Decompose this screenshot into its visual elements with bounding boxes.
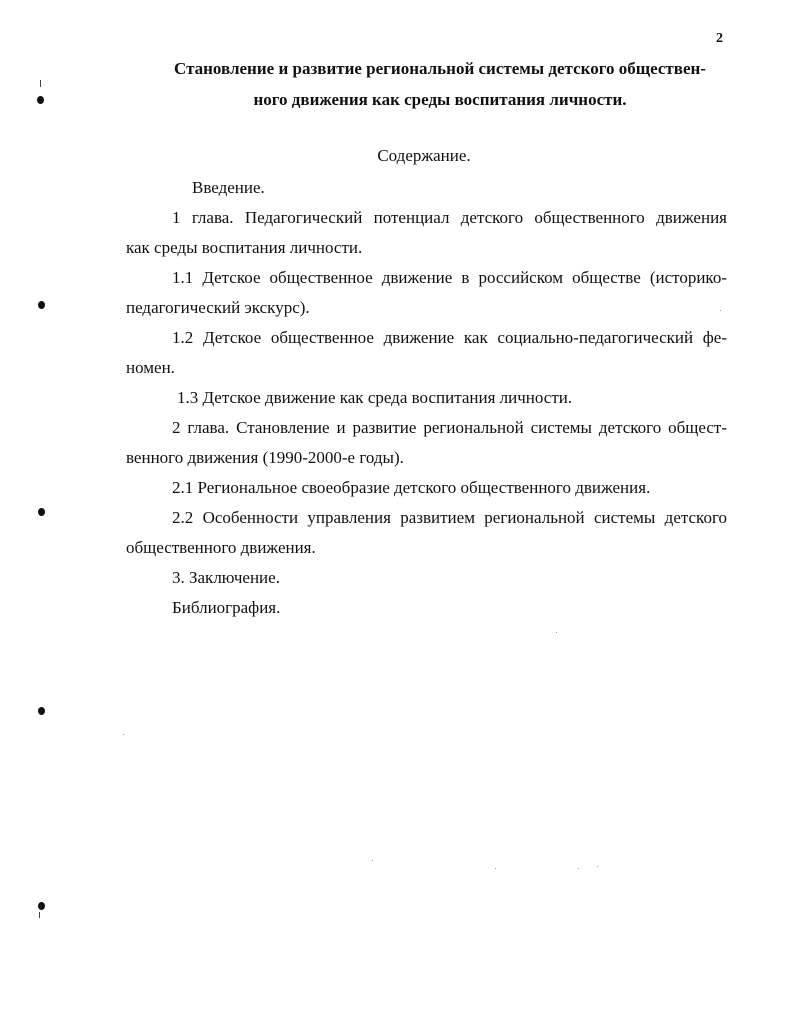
binder-hole-mark	[37, 96, 44, 104]
toc-item-1-3: 1.3 Детское движение как среда воспитания личности.	[177, 388, 573, 407]
toc-item-1-1-line-2: педагогический экскурс).	[126, 298, 310, 317]
binder-hole-mark	[38, 902, 45, 910]
scan-speck	[578, 868, 579, 869]
toc-heading: Содержание.	[377, 146, 471, 165]
binder-tick-mark	[39, 912, 40, 918]
toc-item-1-2-line-1: 1.2 Детское общественное движение как социально-педагогический фе-	[172, 328, 727, 347]
toc-item-1-1-line-1: 1.1 Детское общественное движение в российском обществе (историко-	[172, 268, 727, 287]
toc-item-1-2-line-2: номен.	[126, 358, 175, 377]
binder-hole-mark	[38, 301, 45, 309]
document-title-line-2: ного движения как среды воспитания личности.	[253, 90, 627, 109]
toc-item-chapter-1-line-2: как среды воспитания личности.	[126, 238, 363, 257]
scan-speck	[495, 868, 496, 869]
toc-item-chapter-2-line-1: 2 глава. Становление и развитие региональной системы детского общест-	[172, 418, 727, 437]
scan-speck	[556, 632, 557, 633]
toc-item-chapter-1-line-1: 1 глава. Педагогический потенциал детского общественного движения	[172, 208, 727, 227]
scan-speck	[720, 310, 721, 311]
toc-item-2-2-line-1: 2.2 Особенности управления развитием региональной системы детского	[172, 508, 727, 527]
scan-speck	[123, 734, 124, 735]
scan-speck	[372, 860, 373, 861]
document-title-line-1: Становление и развитие региональной системы детского обществен-	[174, 59, 706, 78]
toc-item-chapter-2-line-2: венного движения (1990-2000-е годы).	[126, 448, 404, 467]
page-number: 2	[716, 31, 723, 46]
binder-hole-mark	[38, 508, 45, 516]
toc-item-conclusion: 3. Заключение.	[172, 568, 280, 587]
binder-hole-mark	[38, 707, 45, 715]
toc-item-bibliography: Библиография.	[172, 598, 281, 617]
binder-tick-mark	[40, 80, 41, 87]
scan-speck	[597, 866, 598, 867]
toc-item-intro: Введение.	[192, 178, 265, 197]
toc-item-2-2-line-2: общественного движения.	[126, 538, 316, 557]
toc-item-2-1: 2.1 Региональное своеобразие детского общественного движения.	[172, 478, 651, 497]
